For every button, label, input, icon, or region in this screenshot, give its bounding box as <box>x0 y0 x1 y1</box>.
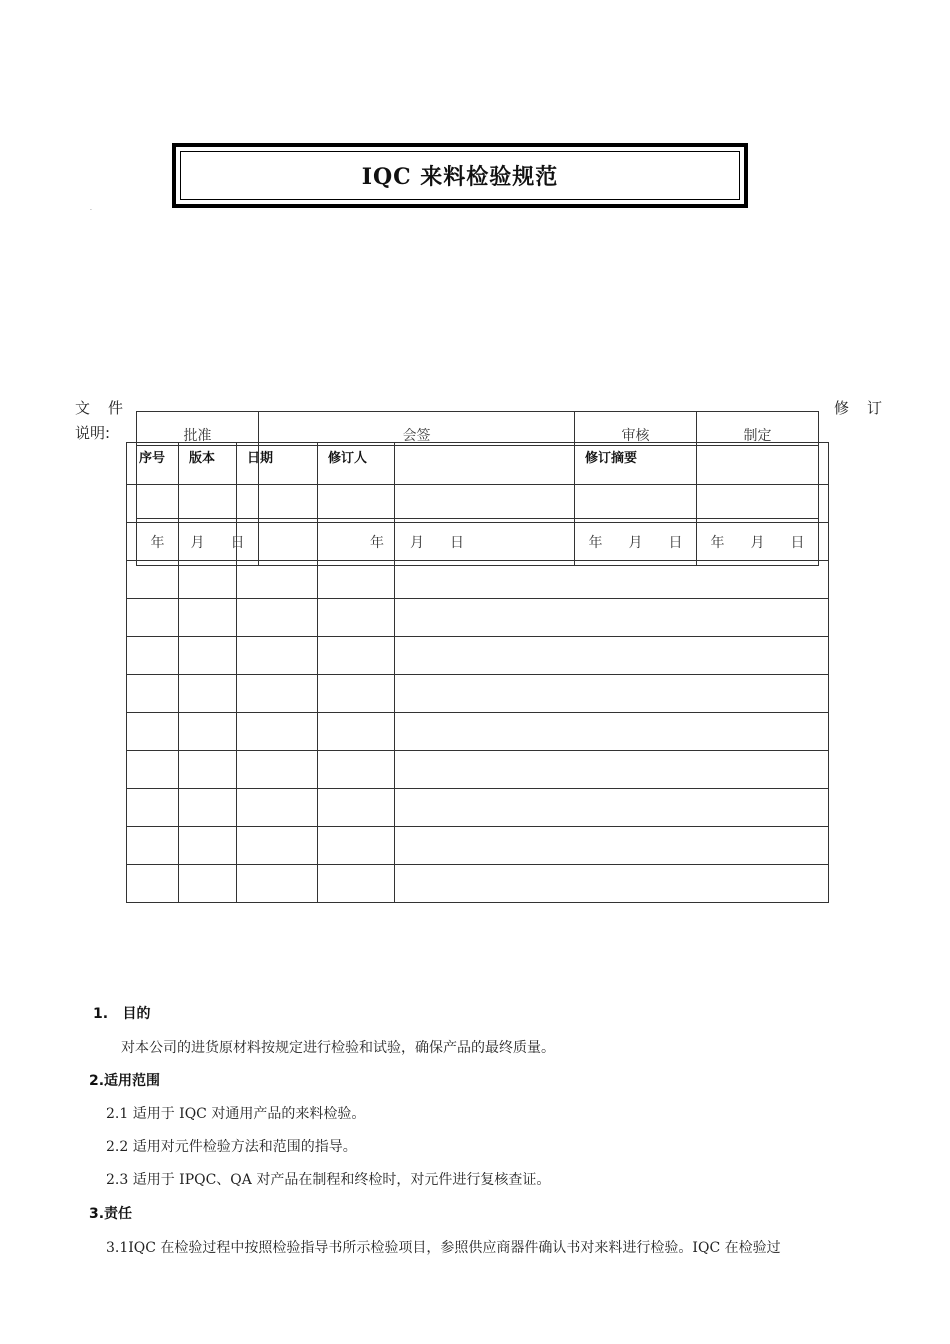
section-2-item: 2.1 适用于 IQC 对通用产品的来料检验。 <box>106 1106 366 1122</box>
countersign-header: 会签 <box>259 412 575 446</box>
table-row <box>127 789 829 827</box>
review-header: 审核 <box>575 412 697 446</box>
section-2-item: 2.2 适用对元件检验方法和范围的指导。 <box>106 1139 357 1155</box>
stray-dot: . <box>90 205 92 212</box>
file-label: 文件 <box>75 399 142 417</box>
col-reviser: 修订人 <box>318 443 395 485</box>
approval-table <box>136 411 819 566</box>
prepare-date: 年 月 日 <box>697 519 819 566</box>
section-2-item: 2.3 适用于 IPQC、QA 对产品在制程和终检时，对元件进行复核查证。 <box>106 1172 551 1188</box>
col-serial: 序号 <box>127 443 179 485</box>
col-version: 版本 <box>179 443 237 485</box>
countersign-date: 年 月 日 <box>259 519 575 566</box>
section-3-heading: 3.责任 <box>89 1206 133 1222</box>
description-label: 说明: <box>75 424 111 442</box>
table-row <box>127 827 829 865</box>
col-summary: 修订摘要 <box>395 443 829 485</box>
table-row <box>127 713 829 751</box>
section-2-heading: 2.适用范围 <box>89 1073 161 1089</box>
approval-header-row <box>137 412 819 446</box>
table-row <box>127 561 829 599</box>
review-date: 年 月 日 <box>575 519 697 566</box>
approval-signature-row <box>137 446 819 519</box>
approval-date-row <box>137 519 819 566</box>
revision-label: 修订 <box>834 399 901 417</box>
title-box <box>172 143 748 208</box>
prepare-header: 制定 <box>697 412 819 446</box>
col-date: 日期 <box>237 443 318 485</box>
section-1-heading: 1. 目的 <box>93 1006 151 1022</box>
table-row <box>127 865 829 903</box>
section-1-text: 对本公司的进货原材料按规定进行检验和试验，确保产品的最终质量。 <box>121 1040 555 1056</box>
document-title: IQC 来料检验规范 <box>361 164 559 190</box>
approve-date: 年 月 日 <box>137 519 259 566</box>
table-row <box>127 637 829 675</box>
table-row <box>127 751 829 789</box>
title-inner-border <box>180 151 740 200</box>
section-3-item: 3.1IQC 在检验过程中按照检验指导书所示检验项目，参照供应商器件确认书对来料进行检验。IQC 在检验过 <box>106 1240 781 1256</box>
table-row <box>127 675 829 713</box>
table-row <box>127 599 829 637</box>
approve-header: 批准 <box>137 412 259 446</box>
